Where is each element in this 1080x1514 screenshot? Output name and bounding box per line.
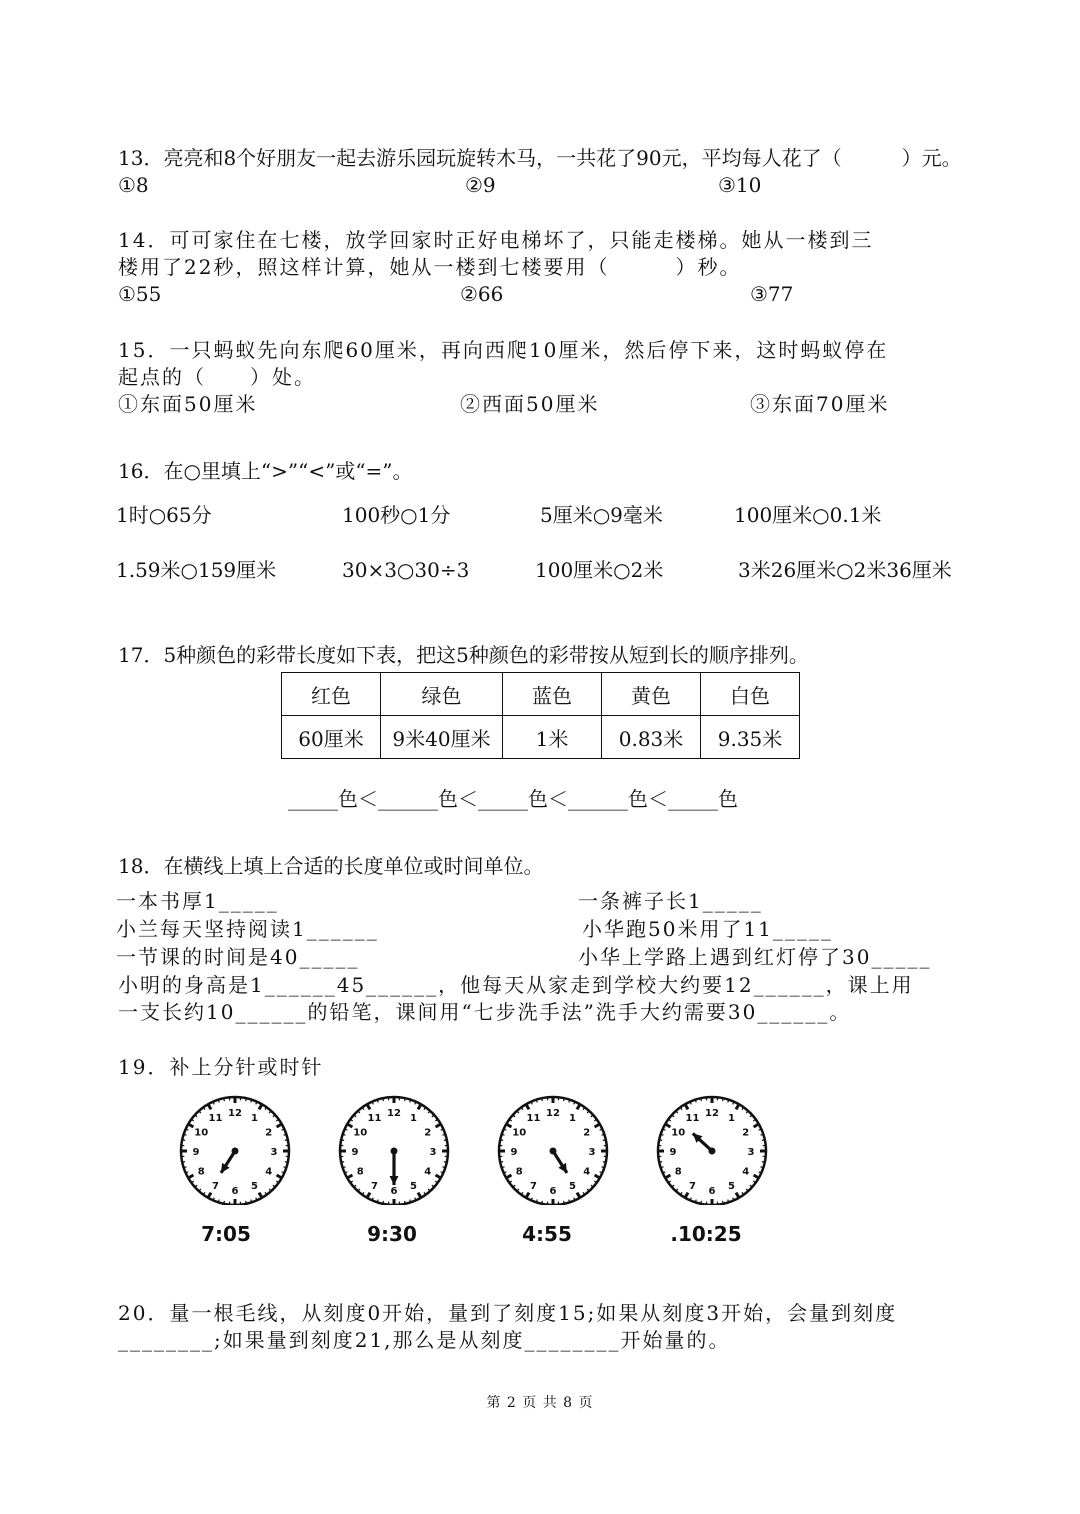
q16-compare-5: 1.59米○159厘米	[116, 558, 277, 582]
q16-compare-2: 100秒○1分	[342, 503, 451, 527]
minute-tick	[246, 1098, 247, 1101]
minute-tick	[405, 1098, 406, 1101]
q15-question-line2: 起点的（ ）处。	[118, 365, 316, 389]
minute-tick	[195, 1185, 197, 1187]
hour-tick	[754, 1124, 759, 1127]
q16-compare-6: 30×3○30÷3	[342, 558, 470, 582]
q18-line5: 一支长约10______的铅笔，课间用“七步洗手法”洗手大约需要30______。	[118, 1000, 852, 1024]
q18-line4: 小明的身高是1______45______，他每天从家走到学校大约要12______，课上用	[118, 973, 914, 997]
minute-tick	[273, 1185, 275, 1187]
hour-tick	[595, 1175, 600, 1178]
q16-compare-8: 3米26厘米○2米36厘米	[738, 558, 952, 582]
table-row	[282, 716, 800, 759]
minute-tick	[723, 1201, 724, 1204]
q18-left-3: 一节课的时间是40_____	[116, 945, 360, 969]
minute-tick	[428, 1111, 430, 1113]
hour-tick	[526, 1104, 529, 1109]
table-cell: 9.35米	[701, 716, 800, 759]
clock-face	[651, 1095, 773, 1205]
q14-option-1: ①55	[118, 282, 162, 306]
table-cell: 9米40厘米	[381, 716, 503, 759]
hour-tick	[347, 1124, 352, 1127]
minute-tick	[269, 1189, 271, 1191]
clock-numeral: 2	[265, 1127, 273, 1139]
minute-tick	[341, 1140, 344, 1141]
minute-tick	[273, 1115, 275, 1117]
minute-tick	[405, 1201, 406, 1204]
q14-question-line2: 楼用了22秒，照这样计算，她从一楼到七楼要用（ ）秒。	[118, 255, 742, 279]
minute-tick	[246, 1201, 247, 1204]
clock-numeral: 6	[549, 1186, 557, 1197]
clock-numeral: 7	[689, 1180, 696, 1192]
clock-face	[174, 1095, 296, 1205]
hour-tick	[277, 1175, 282, 1178]
clock-numeral: 8	[197, 1166, 205, 1178]
clock-numeral: 11	[208, 1113, 223, 1125]
minute-tick	[224, 1098, 225, 1101]
minute-tick	[542, 1098, 543, 1101]
q15-option-3: ③东面70厘米	[750, 392, 890, 416]
minute-tick	[659, 1140, 662, 1141]
q16-compare-7: 100厘米○2米	[535, 558, 664, 582]
clock-4	[651, 1095, 773, 1210]
clock-numeral: 4	[583, 1166, 591, 1178]
clock-numeral: 9	[192, 1147, 200, 1158]
clock-center-dot	[709, 1148, 716, 1155]
clock-numeral: 4	[424, 1166, 432, 1178]
clock-numeral: 5	[569, 1180, 576, 1192]
clock-numeral: 10	[671, 1127, 686, 1139]
hour-tick	[436, 1124, 441, 1127]
clock-numeral: 7	[212, 1180, 219, 1192]
hour-tick	[208, 1104, 211, 1109]
q16-compare-3: 5厘米○9毫米	[540, 503, 663, 527]
minute-tick	[750, 1115, 752, 1117]
minute-tick	[603, 1162, 606, 1163]
q15-option-2: ②西面50厘米	[460, 392, 600, 416]
q13-option-2: ②9	[465, 173, 496, 197]
minute-tick	[564, 1098, 565, 1101]
minute-tick	[432, 1185, 434, 1187]
clock-numeral: 2	[583, 1127, 591, 1139]
hour-tick	[188, 1175, 193, 1178]
clock-numeral: 1	[728, 1113, 735, 1125]
clock-numeral: 12	[387, 1108, 401, 1119]
hour-tick	[259, 1104, 262, 1109]
clock-numeral: 5	[410, 1180, 417, 1192]
clock-numeral: 10	[194, 1127, 209, 1139]
q18-right-3: 小华上学路上遇到红灯停了30_____	[578, 945, 932, 969]
clock-center-dot	[391, 1148, 398, 1155]
q16-compare-1: 1时○65分	[116, 503, 212, 527]
hour-tick	[665, 1124, 670, 1127]
minute-tick	[676, 1111, 678, 1113]
table-header-cell: 蓝色	[503, 673, 602, 716]
hour-tick	[577, 1104, 580, 1109]
minute-tick	[723, 1098, 724, 1101]
clock-numeral: 6	[390, 1186, 398, 1197]
clock-label-2: 9:30	[367, 1222, 417, 1246]
clock-center-dot	[550, 1148, 557, 1155]
clock-numeral: 10	[353, 1127, 368, 1139]
minute-tick	[354, 1115, 356, 1117]
table-cell: 0.83米	[602, 716, 701, 759]
hour-tick	[367, 1104, 370, 1109]
q14-option-2: ②66	[460, 282, 504, 306]
q15-question-line1: 15．一只蚂蚁先向东爬60厘米，再向西爬10厘米，然后停下来，这时蚂蚁停在	[118, 338, 889, 362]
minute-tick	[182, 1140, 185, 1141]
clock-label-3: 4:55	[522, 1222, 572, 1246]
minute-tick	[591, 1185, 593, 1187]
hour-tick	[418, 1104, 421, 1109]
clock-numeral: 1	[251, 1113, 258, 1125]
q17-title: 17．5种颜色的彩带长度如下表，把这5种颜色的彩带按从短到长的顺序排列。	[118, 643, 809, 667]
minute-tick	[672, 1115, 674, 1117]
minute-tick	[341, 1162, 344, 1163]
minute-tick	[701, 1098, 702, 1101]
minute-tick	[517, 1111, 519, 1113]
minute-tick	[701, 1201, 702, 1204]
table-header-cell: 绿色	[381, 673, 503, 716]
minute-tick	[195, 1115, 197, 1117]
minute-tick	[269, 1111, 271, 1113]
clock-numeral: 6	[708, 1186, 716, 1197]
hour-tick	[736, 1193, 739, 1198]
q16-compare-4: 100厘米○0.1米	[734, 503, 882, 527]
q13-option-3: ③10	[718, 173, 762, 197]
clock-numeral: 12	[546, 1108, 560, 1119]
minute-tick	[224, 1201, 225, 1204]
clock-numeral: 8	[515, 1166, 523, 1178]
minute-tick	[182, 1162, 185, 1163]
q18-left-1: 一本书厚1_____	[116, 889, 279, 913]
clock-numeral: 1	[569, 1113, 576, 1125]
table-header-cell: 白色	[701, 673, 800, 716]
minute-tick	[513, 1115, 515, 1117]
minute-tick	[587, 1189, 589, 1191]
clock-numeral: 2	[424, 1127, 432, 1139]
minute-tick	[500, 1162, 503, 1163]
clock-numeral: 8	[356, 1166, 364, 1178]
table-header-row	[282, 673, 800, 716]
clock-face	[492, 1095, 614, 1205]
q18-title: 18．在横线上填上合适的长度单位或时间单位。	[118, 854, 544, 878]
table-cell: 1米	[503, 716, 602, 759]
clock-center-dot	[232, 1148, 239, 1155]
minute-tick	[285, 1140, 288, 1141]
minute-tick	[358, 1189, 360, 1191]
clock-numeral: 8	[674, 1166, 682, 1178]
hour-tick	[418, 1193, 421, 1198]
clock-numeral: 3	[270, 1147, 278, 1158]
minute-tick	[354, 1185, 356, 1187]
minute-tick	[517, 1189, 519, 1191]
clock-label-1: 7:05	[201, 1222, 251, 1246]
clock-numeral: 7	[530, 1180, 537, 1192]
clock-numeral: 2	[742, 1127, 750, 1139]
q17-answer-line: _____色＜______色＜_____色＜______色＜_____色	[288, 787, 738, 811]
clock-numeral: 7	[371, 1180, 378, 1192]
hour-tick	[259, 1193, 262, 1198]
clock-numeral: 3	[588, 1147, 596, 1158]
hour-tick	[526, 1193, 529, 1198]
q14-option-3: ③77	[750, 282, 794, 306]
q18-right-2: 小华跑50米用了11_____	[582, 917, 833, 941]
table-cell: 60厘米	[282, 716, 381, 759]
hour-tick	[347, 1175, 352, 1178]
hour-tick	[277, 1124, 282, 1127]
hour-tick	[685, 1193, 688, 1198]
table-header-cell: 黄色	[602, 673, 701, 716]
clock-numeral: 4	[265, 1166, 273, 1178]
minute-tick	[444, 1162, 447, 1163]
q19-title: 19．补上分针或时针	[118, 1055, 324, 1079]
minute-tick	[603, 1140, 606, 1141]
clock-numeral: 4	[742, 1166, 750, 1178]
clock-numeral: 3	[429, 1147, 437, 1158]
clock-numeral: 1	[410, 1113, 417, 1125]
minute-tick	[746, 1189, 748, 1191]
hour-tick	[506, 1175, 511, 1178]
hour-tick	[367, 1193, 370, 1198]
hour-tick	[736, 1104, 739, 1109]
q18-left-2: 小兰每天坚持阅读1______	[116, 917, 379, 941]
hour-tick	[685, 1104, 688, 1109]
clock-numeral: 11	[685, 1113, 700, 1125]
ribbon-length-table	[281, 672, 800, 759]
clock-numeral: 11	[367, 1113, 382, 1125]
clock-2	[333, 1095, 455, 1210]
minute-tick	[199, 1111, 201, 1113]
clock-numeral: 12	[705, 1108, 719, 1119]
minute-tick	[672, 1185, 674, 1187]
hour-tick	[577, 1193, 580, 1198]
minute-tick	[383, 1201, 384, 1204]
hand-arrowhead	[390, 1176, 399, 1185]
clock-numeral: 9	[351, 1147, 359, 1158]
clock-numeral: 10	[512, 1127, 527, 1139]
minute-tick	[676, 1189, 678, 1191]
minute-tick	[659, 1162, 662, 1163]
clock-numeral: 12	[228, 1108, 242, 1119]
minute-tick	[762, 1162, 765, 1163]
clock-numeral: 9	[669, 1147, 677, 1158]
table-header-cell: 红色	[282, 673, 381, 716]
hour-tick	[665, 1175, 670, 1178]
minute-tick	[285, 1162, 288, 1163]
clock-face	[333, 1095, 455, 1205]
minute-tick	[500, 1140, 503, 1141]
hour-tick	[595, 1124, 600, 1127]
minute-tick	[564, 1201, 565, 1204]
minute-tick	[428, 1189, 430, 1191]
minute-tick	[513, 1185, 515, 1187]
clock-3	[492, 1095, 614, 1210]
page-footer: 第 2 页 共 8 页	[486, 1395, 594, 1411]
minute-tick	[587, 1111, 589, 1113]
hour-tick	[188, 1124, 193, 1127]
clock-numeral: 9	[510, 1147, 518, 1158]
minute-tick	[762, 1140, 765, 1141]
minute-tick	[444, 1140, 447, 1141]
q18-right-1: 一条裤子长1_____	[578, 889, 763, 913]
hour-tick	[208, 1193, 211, 1198]
minute-tick	[746, 1111, 748, 1113]
q13-option-1: ①8	[118, 173, 149, 197]
minute-tick	[542, 1201, 543, 1204]
clock-numeral: 6	[231, 1186, 239, 1197]
clock-numeral: 3	[747, 1147, 755, 1158]
q20-line2: ________;如果量到刻度21,那么是从刻度________开始量的。	[118, 1328, 731, 1352]
q20-line1: 20．量一根毛线，从刻度0开始，量到了刻度15;如果从刻度3开始，会量到刻度	[118, 1301, 898, 1325]
clock-numeral: 5	[251, 1180, 258, 1192]
q15-option-1: ①东面50厘米	[118, 392, 258, 416]
clock-1	[174, 1095, 296, 1210]
clock-label-4: .10:25	[670, 1222, 742, 1246]
clock-numeral: 5	[728, 1180, 735, 1192]
q14-question-line1: 14．可可家住在七楼，放学回家时正好电梯坏了，只能走楼梯。她从一楼到三	[118, 228, 874, 252]
minute-tick	[358, 1111, 360, 1113]
clock-numeral: 11	[526, 1113, 541, 1125]
q16-title: 16．在○里填上“>”“<”或“=”。	[118, 459, 413, 483]
minute-tick	[432, 1115, 434, 1117]
hour-tick	[754, 1175, 759, 1178]
hour-tick	[436, 1175, 441, 1178]
minute-tick	[750, 1185, 752, 1187]
q13-question: 13．亮亮和8个好朋友一起去游乐园玩旋转木马，一共花了90元，平均每人花了（ ）元。	[118, 146, 962, 170]
minute-tick	[383, 1098, 384, 1101]
hour-tick	[506, 1124, 511, 1127]
minute-tick	[591, 1115, 593, 1117]
minute-tick	[199, 1189, 201, 1191]
